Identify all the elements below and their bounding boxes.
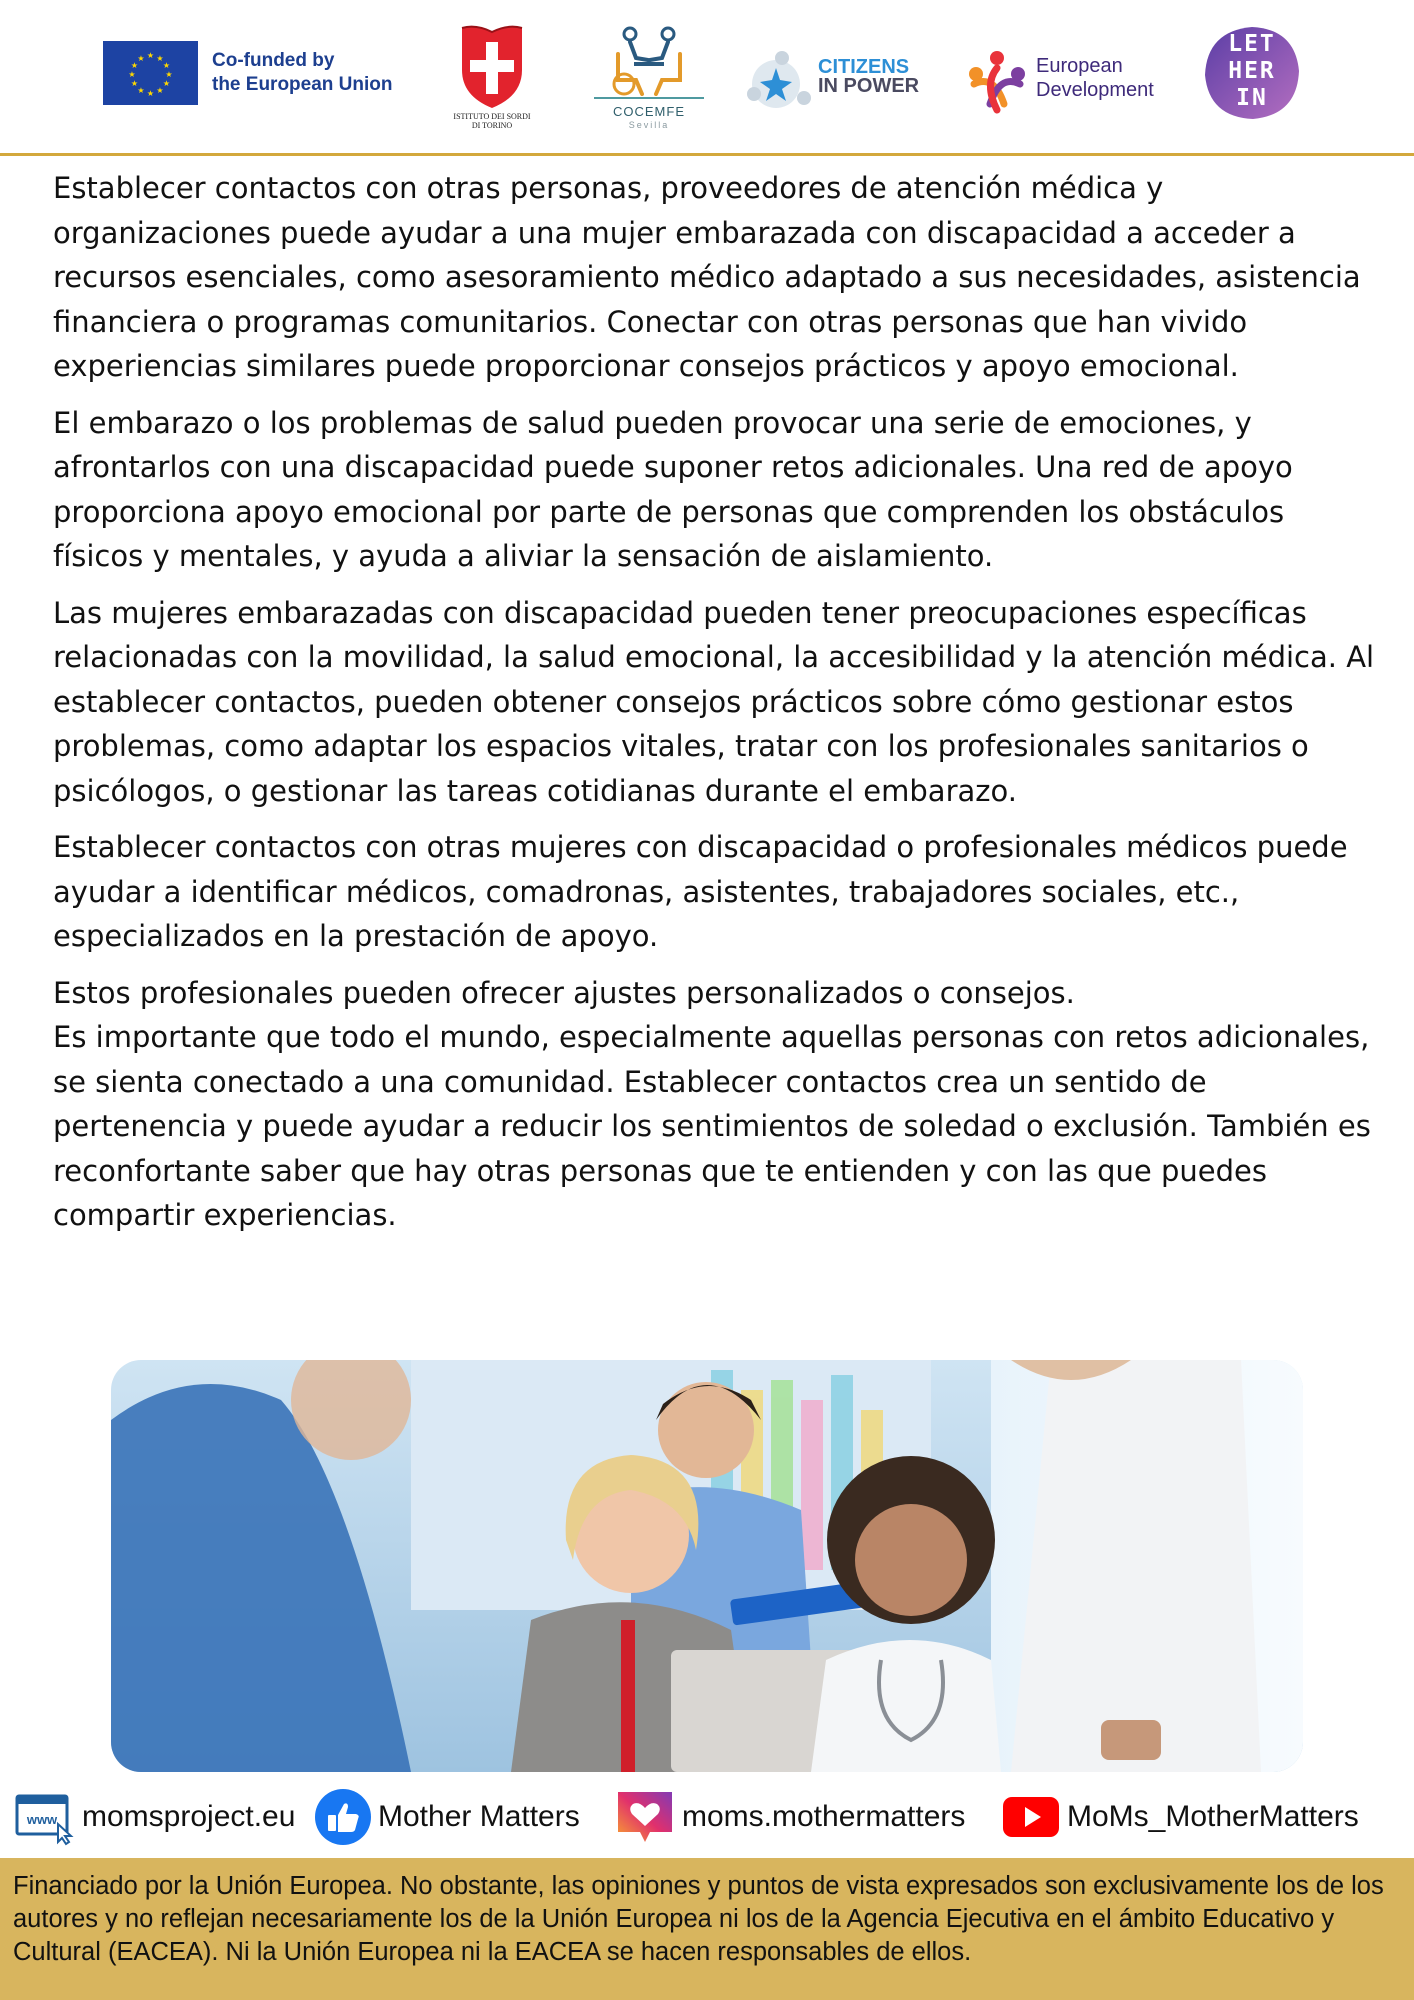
svg-text:★: ★ [156,86,164,95]
paragraph-3: Las mujeres embarazadas con discapacidad pueden tener preocupaciones específicas relacionadas con la movilidad, la salud emocional, la accesibilidad y la atención médica. Al establecer contactos, pueden obtener consejos prácticos sobre cómo gestionar estos problemas, como adaptar los espacios vitales, tratar con los profesionales sanitarios o psicólogos, o gestionar las tareas cotidianas durante el embarazo. [53,595,1375,808]
eu-cofunded-label: Co-funded by the European Union [212,50,393,95]
cocemfe-sevilla-logo [590,24,708,136]
svg-text:★: ★ [137,54,145,63]
cocemfe-city: Sevilla [628,120,670,130]
blue-people-cluster-icon [742,46,818,118]
eu-cofunded-logo [103,41,393,105]
european-development-logo [964,44,1184,116]
facebook-link[interactable] [314,1788,580,1846]
social-links-bar [0,1788,1414,1846]
instagram-label: moms.mothermatters [682,1800,966,1833]
facebook-like-icon [314,1788,372,1846]
people-at-table-icon [590,24,708,96]
youtube-link[interactable] [1001,1788,1359,1846]
torino-label: ISTITUTO DEI SORDI DI TORINO [453,112,531,130]
istituto-sordi-torino-logo [436,22,548,134]
let-her-in-label: LET HER IN [1228,31,1276,111]
svg-text:★: ★ [146,89,155,98]
svg-text:★: ★ [156,54,164,63]
medical-team-photo [111,1360,1303,1772]
european-development-label: European Development [1036,55,1154,101]
paragraph-5: Estos profesionales pueden ofrecer ajustes personalizados o consejos. [53,975,1075,1010]
colorful-people-swirl-icon [964,44,1030,114]
eu-disclaimer-footer [0,1858,1414,2000]
citizens-in-power-logo [742,46,922,118]
eu-flag-icon [103,41,198,105]
article-body [53,166,1383,1250]
cocemfe-divider [594,97,704,99]
svg-text:★: ★ [128,70,136,79]
www-icon [14,1788,76,1846]
svg-text:www: www [26,1812,58,1827]
cocemfe-name: COCEMFE [613,104,685,119]
paragraph-6: Es importante que todo el mundo, especialmente aquellas personas con retos adicionales, se sienta conectado a una comunidad. Establecer contactos crea un sentido de pertenencia y puede ayudar a reducir los sentimientos de soledad o exclusión. También es reconfortante saber que hay otras personas que te entienden y con las que puedes compartir experiencias. [53,1020,1371,1232]
svg-text:★: ★ [130,61,139,70]
citizens-line2: IN POWER [818,75,920,97]
paragraph-4: Establecer contactos con otras mujeres con discapacidad o profesionales médicos puede ayudar a identificar médicos, comadronas, asistentes, trabajadores sociales, etc., especializados en la prestación de apoyo. [53,830,1348,953]
let-her-in-logo [1203,25,1301,121]
citizens-in-power-label [818,58,919,96]
svg-text:★: ★ [162,61,171,70]
partner-logos-header [0,0,1414,154]
facebook-label: Mother Matters [378,1800,580,1833]
paragraph-2: El embarazo o los problemas de salud pueden provocar una serie de emociones, y afrontarlos con una discapacidad puede suponer retos adicionales. Una red de apoyo proporciona apoyo emocional por parte de personas que comprenden los obstáculos físicos y mentales, y ayuda a aliviar la sensación de aislamiento. [53,405,1293,573]
youtube-play-icon [1001,1788,1061,1846]
svg-text:★: ★ [146,51,155,60]
citizens-line1: CITIZENS [818,56,910,78]
svg-text:★: ★ [130,79,139,88]
paragraph-1: Establecer contactos con otras personas, proveedores de atención médica y organizaciones puede ayudar a una mujer embarazada con discapacidad a acceder a recursos esenciales, como asesoramiento médico adaptado a sus necesidades, asistencia financiera o programas comunitarios. Conectar con otras personas que han vivido experiencias similares puede proporcionar consejos prácticos y apoyo emocional. [53,171,1361,383]
website-label: momsproject.eu [82,1800,296,1833]
svg-text:★: ★ [137,86,145,95]
website-link[interactable] [14,1788,295,1846]
instagram-heart-icon [614,1788,676,1846]
svg-text:★: ★ [162,79,171,88]
svg-text:★: ★ [165,70,173,79]
medical-team-illustration [111,1360,1303,1772]
header-divider [0,153,1414,156]
disclaimer-text: Financiado por la Unión Europea. No obstante, las opiniones y puntos de vista expresados son exclusivamente los de los autores y no reflejan necesariamente los de la Unión Europea ni los de la Agencia Ejecutiva en el ámbito Educativo y Cultural (EACEA). Ni la Unión Europea ni la EACEA se hacen responsables de ellos. [13,1872,1384,1966]
youtube-label: MoMs_MotherMatters [1067,1800,1359,1833]
red-shield-cross-icon [436,22,548,112]
instagram-link[interactable] [614,1788,965,1846]
